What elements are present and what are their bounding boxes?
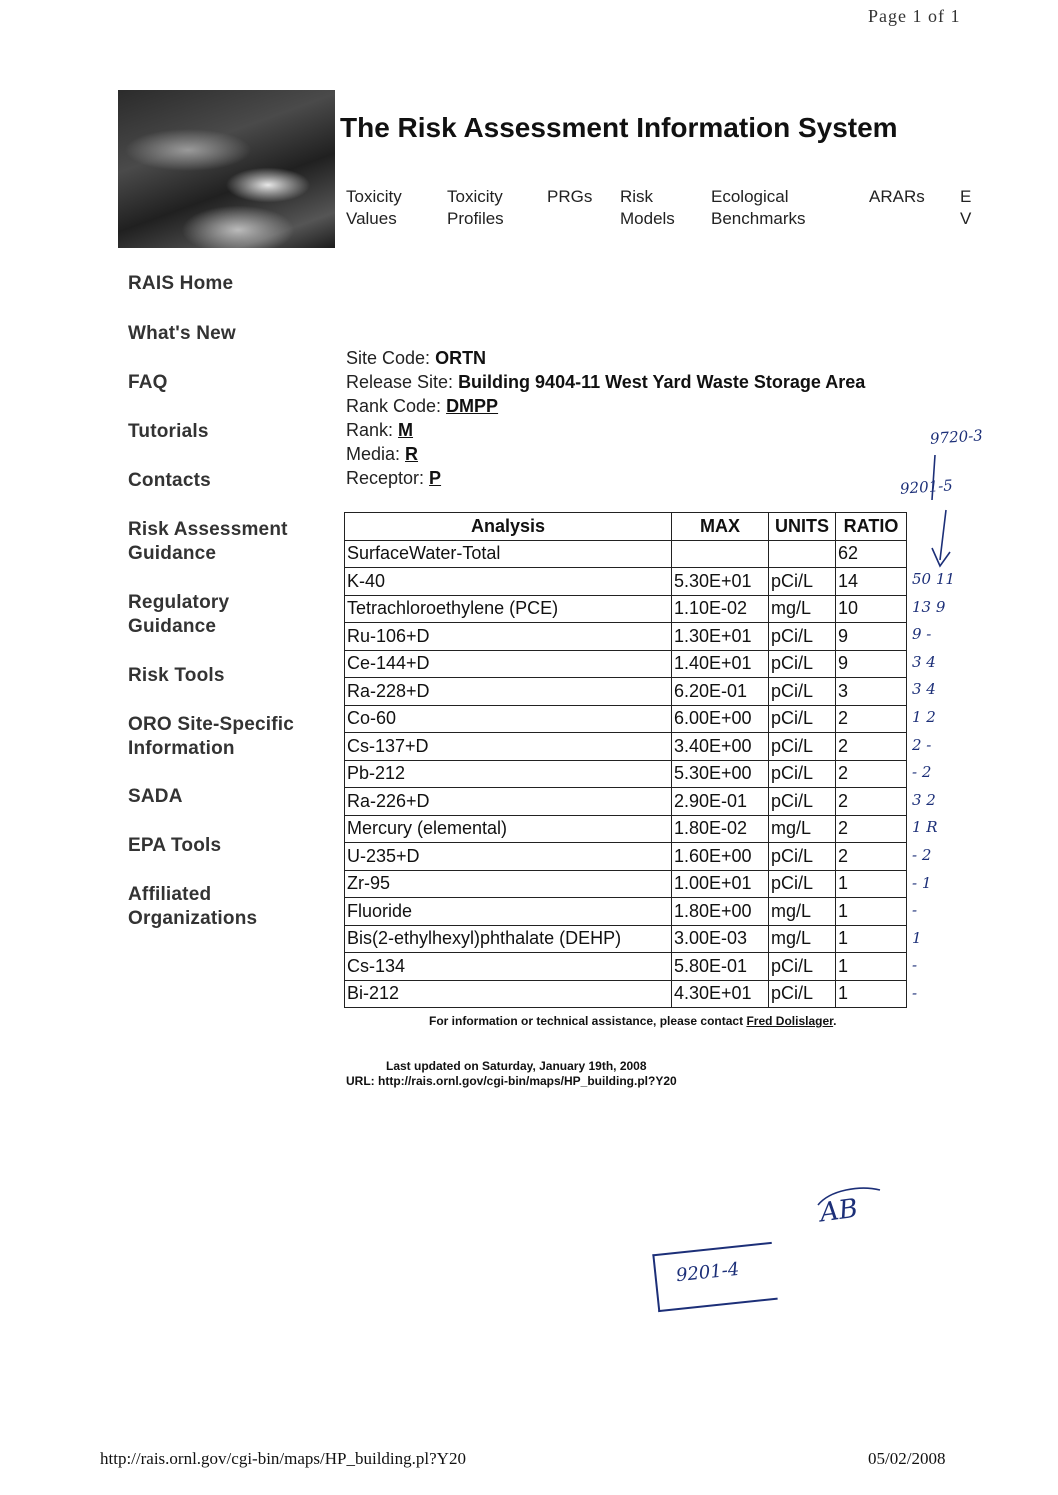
- cell-units: pCi/L: [769, 980, 836, 1008]
- header-ratio: RATIO: [836, 513, 907, 541]
- cell-analysis: U-235+D: [345, 843, 672, 871]
- sidebar-item-4[interactable]: Contacts: [128, 470, 211, 491]
- rank-link[interactable]: M: [398, 420, 414, 440]
- cell-max: 1.40E+01: [672, 650, 769, 678]
- cell-ratio: 14: [836, 568, 907, 596]
- handwritten-row-note: 2 -: [912, 735, 932, 754]
- cell-ratio: 10: [836, 595, 907, 623]
- top-nav-item-5[interactable]: ARARs: [869, 187, 925, 206]
- cell-ratio: 2: [836, 843, 907, 871]
- handwritten-row-note: -: [912, 984, 918, 1002]
- cell-analysis: Ru-106+D: [345, 623, 672, 651]
- cell-analysis: Zr-95: [345, 870, 672, 898]
- cell-units: pCi/L: [769, 705, 836, 733]
- cell-units: pCi/L: [769, 760, 836, 788]
- cell-units: pCi/L: [769, 953, 836, 981]
- contact-link[interactable]: Fred Dolislager: [746, 1014, 834, 1028]
- cell-units: pCi/L: [769, 843, 836, 871]
- sidebar-item-11[interactable]: Affiliated Organizations: [128, 884, 258, 929]
- rank-label: Rank:: [346, 420, 399, 440]
- sidebar-item-5[interactable]: Risk Assessment Guidance: [128, 519, 288, 564]
- cell-max: 6.20E-01: [672, 678, 769, 706]
- cell-units: pCi/L: [769, 733, 836, 761]
- handwritten-row-note: -: [912, 901, 918, 920]
- cell-ratio: 2: [836, 760, 907, 788]
- cell-analysis: SurfaceWater-Total: [345, 540, 672, 568]
- cell-units: pCi/L: [769, 568, 836, 596]
- cell-analysis: Cs-134: [345, 953, 672, 981]
- page-url: URL: http://rais.ornl.gov/cgi-bin/maps/HP_building.pl?Y20: [346, 1074, 677, 1088]
- media-link[interactable]: R: [405, 444, 419, 464]
- handwritten-row-note: 1 2: [912, 708, 936, 726]
- handwritten-row-note: - 2: [912, 846, 932, 864]
- cell-units: mg/L: [769, 595, 836, 623]
- cell-analysis: K-40: [345, 568, 672, 596]
- footer-url: http://rais.ornl.gov/cgi-bin/maps/HP_building.pl?Y20: [100, 1449, 466, 1468]
- cell-analysis: Fluoride: [345, 898, 672, 926]
- cell-max: 1.30E+01: [672, 623, 769, 651]
- rank-code-link[interactable]: DMPP: [446, 396, 499, 416]
- receptor-link[interactable]: P: [429, 468, 442, 488]
- cell-analysis: Bi-212: [345, 980, 672, 1008]
- top-nav-item-2[interactable]: PRGs: [547, 187, 593, 206]
- sidebar-item-3[interactable]: Tutorials: [128, 421, 209, 442]
- cell-analysis: Ce-144+D: [345, 650, 672, 678]
- handwritten-row-note: 3 2: [912, 790, 936, 809]
- cell-ratio: 1: [836, 953, 907, 981]
- sidebar-item-1[interactable]: What's New: [128, 323, 236, 344]
- handwritten-initials: AB: [818, 1193, 860, 1229]
- cell-max: 3.00E-03: [672, 925, 769, 953]
- cell-ratio: 2: [836, 788, 907, 816]
- handwritten-row-note: 3 4: [912, 652, 936, 671]
- cell-max: 1.00E+01: [672, 870, 769, 898]
- handwritten-row-note: 1: [912, 928, 922, 947]
- sidebar-item-10[interactable]: EPA Tools: [128, 835, 222, 856]
- cell-max: 1.10E-02: [672, 595, 769, 623]
- handwritten-row-note: 13 9: [912, 597, 946, 616]
- cell-ratio: 2: [836, 815, 907, 843]
- handwritten-row-note: 3 4: [912, 680, 936, 699]
- sidebar-item-6[interactable]: Regulatory Guidance: [128, 592, 230, 637]
- release-site-label: Release Site:: [346, 372, 459, 392]
- cell-ratio: 9: [836, 650, 907, 678]
- cell-ratio: 9: [836, 623, 907, 651]
- top-nav-item-0[interactable]: Toxicity Values: [346, 187, 402, 228]
- cell-units: mg/L: [769, 925, 836, 953]
- footer-date: 05/02/2008: [868, 1449, 946, 1468]
- cell-analysis: Ra-228+D: [345, 678, 672, 706]
- contact-text: For information or technical assistance, please contact: [429, 1014, 747, 1028]
- handwritten-row-note: - 2: [912, 763, 932, 782]
- cell-max: 1.80E+00: [672, 898, 769, 926]
- sidebar-item-9[interactable]: SADA: [128, 786, 183, 807]
- site-title: The Risk Assessment Information System: [340, 112, 898, 143]
- site-code-label: Site Code:: [346, 348, 436, 368]
- receptor-label: Receptor:: [346, 468, 430, 488]
- cell-max: 5.80E-01: [672, 953, 769, 981]
- handwritten-row-note: -: [912, 956, 918, 975]
- sidebar-item-7[interactable]: Risk Tools: [128, 665, 225, 686]
- cell-units: pCi/L: [769, 678, 836, 706]
- cell-analysis: Ra-226+D: [345, 788, 672, 816]
- cell-max: 2.90E-01: [672, 788, 769, 816]
- cell-units: mg/L: [769, 815, 836, 843]
- handwritten-row-note: 50 11: [912, 570, 955, 588]
- cell-ratio: 2: [836, 705, 907, 733]
- cell-ratio: 2: [836, 733, 907, 761]
- handwritten-note-2: 9201-5: [899, 476, 954, 498]
- cell-units: pCi/L: [769, 788, 836, 816]
- cell-analysis: Pb-212: [345, 760, 672, 788]
- cell-analysis: Co-60: [345, 705, 672, 733]
- site-code-value: ORTN: [435, 348, 487, 368]
- cell-max: 3.40E+00: [672, 733, 769, 761]
- cell-units: pCi/L: [769, 870, 836, 898]
- cell-ratio: 1: [836, 980, 907, 1008]
- cell-max: 1.80E-02: [672, 815, 769, 843]
- header-max: MAX: [672, 513, 769, 541]
- top-nav-item-3[interactable]: Risk Models: [620, 187, 675, 228]
- handwritten-row-note: 1 R: [912, 818, 938, 837]
- media-label: Media:: [346, 444, 406, 464]
- cell-analysis: Mercury (elemental): [345, 815, 672, 843]
- handwritten-row-note: - 1: [912, 873, 932, 892]
- cell-analysis: Bis(2-ethylhexyl)phthalate (DEHP): [345, 925, 672, 953]
- header-units: UNITS: [769, 513, 836, 541]
- handwritten-box-note: 9201-4: [675, 1258, 741, 1287]
- cell-ratio: 3: [836, 678, 907, 706]
- cell-units: pCi/L: [769, 650, 836, 678]
- handwritten-note-1: 9720-3: [929, 426, 984, 448]
- top-nav-item-1[interactable]: Toxicity Profiles: [447, 187, 504, 228]
- cell-max: 5.30E+01: [672, 568, 769, 596]
- sidebar-item-8[interactable]: ORO Site-Specific Information: [128, 714, 294, 759]
- header-analysis: Analysis: [345, 513, 672, 541]
- cell-max: 5.30E+00: [672, 760, 769, 788]
- cell-max: 6.00E+00: [672, 705, 769, 733]
- handwritten-row-note: 9 -: [912, 625, 932, 644]
- cell-units: mg/L: [769, 898, 836, 926]
- page-header: Page 1 of 1: [868, 6, 961, 26]
- cell-max: 4.30E+01: [672, 980, 769, 1008]
- cell-ratio: 1: [836, 870, 907, 898]
- cell-max: 1.60E+00: [672, 843, 769, 871]
- cell-ratio: 1: [836, 898, 907, 926]
- cell-units: pCi/L: [769, 623, 836, 651]
- cell-ratio: 62: [836, 540, 907, 568]
- last-updated: Last updated on Saturday, January 19th, 2008: [386, 1059, 647, 1073]
- top-nav-item-4[interactable]: Ecological Benchmarks: [711, 187, 806, 228]
- cell-analysis: Cs-137+D: [345, 733, 672, 761]
- contact-end: .: [833, 1014, 837, 1028]
- sidebar-item-0[interactable]: RAIS Home: [128, 273, 234, 294]
- rank-code-label: Rank Code:: [346, 396, 447, 416]
- cell-analysis: Tetrachloroethylene (PCE): [345, 595, 672, 623]
- cell-ratio: 1: [836, 925, 907, 953]
- sidebar-item-2[interactable]: FAQ: [128, 372, 168, 393]
- release-site-value: Building 9404-11 West Yard Waste Storage Area: [458, 372, 866, 392]
- top-nav-item-6[interactable]: E V: [960, 187, 972, 228]
